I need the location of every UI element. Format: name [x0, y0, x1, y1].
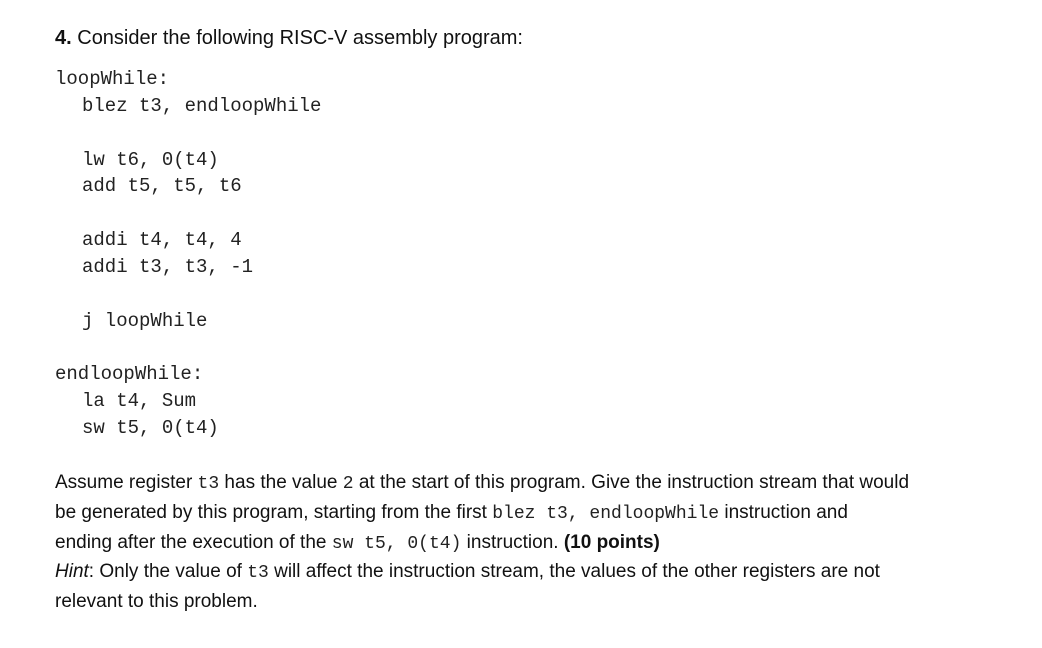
hint-label: Hint	[55, 561, 89, 582]
code-line-addi-t4: addi t4, t4, 4	[82, 229, 242, 251]
question-number: 4.	[55, 27, 72, 49]
code-line-blez: blez t3, endloopWhile	[82, 95, 322, 117]
code-label-loopwhile: loopWhile:	[55, 68, 170, 90]
points-label: (10 points)	[563, 532, 660, 553]
code-line-jump: j loopWhile	[82, 310, 208, 332]
register-t3: t3	[197, 474, 220, 494]
sw-instruction: sw t5, 0(t4)	[331, 534, 462, 554]
hint-register-t3: t3	[247, 563, 269, 583]
code-line-addi-t3: addi t3, t3, -1	[82, 256, 254, 278]
blez-instruction: blez t3, endloopWhile	[492, 504, 720, 524]
code-label-endloopwhile: endloopWhile:	[55, 363, 204, 385]
question-title-text: Consider the following RISC-V assembly program:	[71, 27, 523, 49]
code-line-add: add t5, t5, t6	[82, 175, 242, 197]
code-line-lw: lw t6, 0(t4)	[82, 149, 219, 171]
hint-line-1: Hint: Only the value of t3 will affect the instruction stream, the values of the other registers are not	[55, 561, 880, 583]
assumption-line-2: be generated by this program, starting from the first blez t3, endloopWhile instruction and	[55, 502, 848, 524]
code-line-la: la t4, Sum	[82, 390, 197, 412]
assumption-line-1: Assume register t3 has the value 2 at the start of this program. Give the instruction stream that would	[55, 472, 910, 494]
code-line-sw: sw t5, 0(t4)	[82, 417, 219, 439]
value-2: 2	[342, 474, 354, 494]
question-heading	[55, 25, 523, 51]
assumption-line-3: ending after the execution of the sw t5, 0(t4) instruction. (10 points)	[55, 532, 660, 554]
hint-line-2: relevant to this problem.	[55, 591, 258, 612]
